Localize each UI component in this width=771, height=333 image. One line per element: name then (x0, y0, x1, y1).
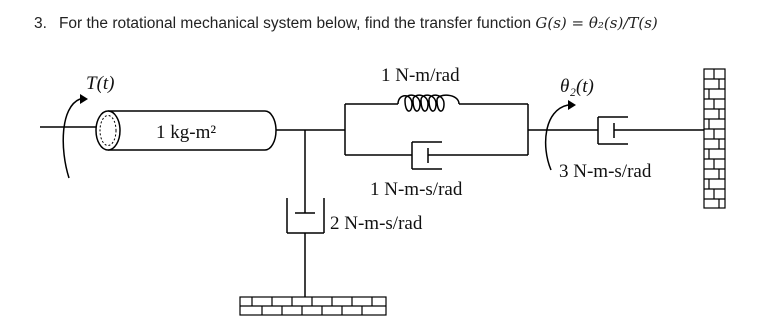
torque-arrow (63, 94, 88, 178)
parallel-branch (345, 104, 598, 155)
right-damper-label: 3 N-m-s/rad (559, 161, 652, 182)
upper-damper-label: 1 N-m-s/rad (370, 179, 463, 200)
torsion-spring (398, 95, 459, 111)
question-prompt: For the rotational mechanical system below, find the transfer function (58, 15, 532, 32)
theta-arrow (546, 100, 576, 170)
ground-damper (287, 198, 324, 297)
parallel-damper (412, 142, 442, 169)
question-number: 3. (34, 15, 47, 32)
torque-label: T(t) (86, 73, 115, 94)
inertia-label: 1 kg-m² (156, 122, 217, 143)
ground (240, 297, 386, 315)
transfer-function-formula: G(s) = θ₂(s)/T(s) (535, 14, 658, 32)
spring-label: 1 N-m/rad (381, 65, 460, 86)
ground-damper-label: 2 N-m-s/rad (330, 213, 423, 234)
right-wall (704, 69, 725, 208)
theta-label: θ₂(t) (560, 76, 594, 97)
right-damper (598, 117, 704, 144)
